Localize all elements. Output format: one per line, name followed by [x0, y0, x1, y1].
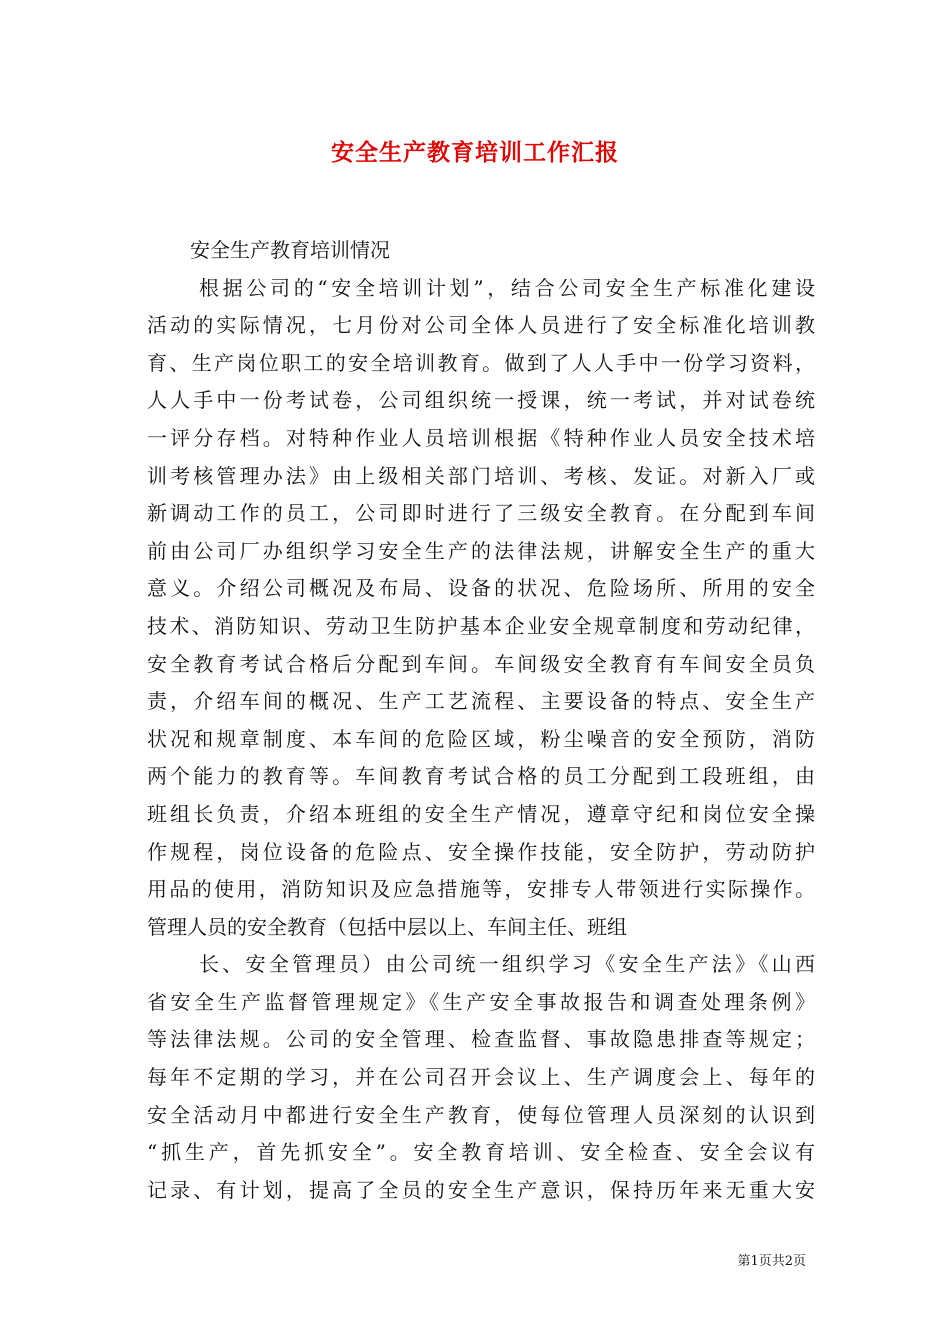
document-title: 安全生产教育培训工作汇报: [331, 139, 619, 166]
text-line: 管理人员的安全教育（包括中层以上、车间主任、班组: [147, 914, 627, 939]
text-line: 用品的使用，消防知识及应急措施等，安排专人带领进行实际操作。: [147, 877, 815, 902]
text-line: 安全教育考试合格后分配到车间。车间级安全教育有车间安全员负: [147, 651, 815, 676]
text-line: 育、生产岗位职工的安全培训教育。做到了人人手中一份学习资料，: [147, 350, 815, 375]
text-line: 活动的实际情况，七月份对公司全体人员进行了安全标准化培训教: [147, 313, 815, 338]
text-line: 班组长负责，介绍本班组的安全生产情况，遵章守纪和岗位安全操: [147, 801, 815, 826]
text-line: 长、安全管理员）由公司统一组织学习《安全生产法》《山西: [199, 952, 815, 977]
text-line: 前由公司厂办组织学习安全生产的法律法规，讲解安全生产的重大: [147, 538, 815, 563]
text-line: 记录、有计划，提高了全员的安全生产意识，保持历年来无重大安: [147, 1177, 815, 1202]
text-line: 新调动工作的员工，公司即时进行了三级安全教育。在分配到车间: [147, 501, 815, 526]
document-body: [147, 232, 815, 1209]
text-line: 每年不定期的学习，并在公司召开会议上、生产调度会上、每年的: [147, 1065, 815, 1090]
text-line: 根据公司的“安全培训计划”，结合公司安全生产标准化建设: [199, 275, 815, 300]
text-line: 状况和规章制度、本车间的危险区域，粉尘噪音的安全预防，消防: [147, 726, 815, 751]
text-line: 两个能力的教育等。车间教育考试合格的员工分配到工段班组，由: [147, 764, 815, 789]
text-line: 技术、消防知识、劳动卫生防护基本企业安全规章制度和劳动纪律，: [147, 613, 815, 638]
text-line: 等法律法规。公司的安全管理、检查监督、事故隐患排查等规定；: [147, 1027, 815, 1052]
text-line: 省安全生产监督管理规定》《生产安全事故报告和调查处理条例》: [147, 989, 815, 1014]
text-line: “抓生产，首先抓安全”。安全教育培训、安全检查、安全会议有: [147, 1140, 815, 1165]
text-line: 一评分存档。对特种作业人员培训根据《特种作业人员安全技术培: [147, 425, 815, 450]
text-line: 责，介绍车间的概况、生产工艺流程、主要设备的特点、安全生产: [147, 689, 815, 714]
section-heading: 安全生产教育培训情况: [190, 238, 390, 262]
text-line: 训考核管理办法》由上级相关部门培训、考核、发证。对新入厂或: [147, 463, 815, 488]
text-line: 意义。介绍公司概况及布局、设备的状况、危险场所、所用的安全: [147, 576, 815, 601]
text-line: 作规程，岗位设备的危险点、安全操作技能，安全防护，劳动防护: [147, 839, 815, 864]
text-line: 人人手中一份考试卷，公司组织统一授课，统一考试，并对试卷统: [147, 388, 815, 413]
text-line: 安全活动月中都进行安全生产教育，使每位管理人员深刻的认识到: [147, 1102, 815, 1127]
page-number: 第1页共2页: [737, 1254, 806, 1269]
